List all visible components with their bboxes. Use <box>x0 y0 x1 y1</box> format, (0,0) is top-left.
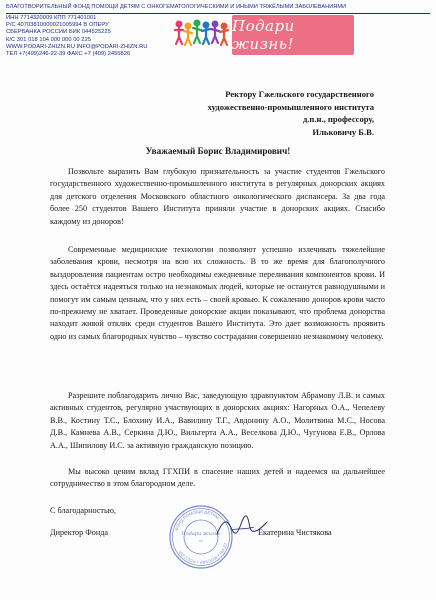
addressee-block <box>208 88 374 138</box>
banner-text: Подари жизнь! <box>232 17 295 53</box>
salutation: Уважаемый Борис Владимирович! <box>145 146 291 156</box>
svg-text:ФОНД ПОМОЩИ ДЕТЯМ: ФОНД ПОМОЩИ ДЕТЯМ <box>173 508 220 532</box>
requisite-line: Р/С 40703810000021005994 В ОПЕРУ <box>6 22 109 29</box>
stamp-text: Подари жизнь <box>181 531 221 537</box>
letterhead-requisites <box>6 15 147 58</box>
addressee-line: д.п.н., профессору, <box>302 114 374 124</box>
closing-position: Директор Фонда <box>50 528 109 537</box>
paragraph-3: Разрешите поблагодарить лично Вас, заведующую здравпунктом Абрамову Л.В. и самых активных студентов, регулярно участвующих в донорских акциях: Нагорных О.А., Чепелеву В.В., Костину Т.С., Блохину И.А., Вавилину Т.Г., Авдонину А.О., Молитвина М.С., Носова Д.В., Камнева А.В., Серкина Д.Ю., Вильгерта А.А., Веселкова Д.Ю., Чугунова Е.В., Орлова А.А., Шипилову И.С. за активную гражданскую позицию. <box>50 391 385 450</box>
closing-name: Екатерина Чистякова <box>258 528 332 537</box>
paragraph-1: Позвольте выразить Вам глубокую признательность за участие студентов Гжельского государственного художественно-промышленного института в регулярных донорских акциях для детского отделения Московского областного онкологического диспансера. За два года более 250 студентов Вашего Института приняли участие в донорских акциях. Спасибо каждому из доноров! <box>50 167 385 226</box>
closing-regards: С благодарностью, <box>50 506 116 515</box>
letterhead-rule <box>6 13 430 14</box>
paragraph-4: Мы высоко ценим вклад ГГХПИ в спасение наших детей и надеемся на дальнейшее сотрудничество в этом благородном деле. <box>50 467 385 489</box>
svg-text:ОГРН • МОСКВА • РОССИЯ: ОГРН • МОСКВА • РОССИЯ <box>177 542 229 566</box>
signature-icon <box>214 512 270 542</box>
addressee-line: Ректору Гжельского государственного <box>225 89 374 99</box>
requisite-line: WWW.PODARI-ZHIZN.RU INFO@PODARI-ZHIZN.RU <box>6 43 148 50</box>
paragraph-2: Современные медицинские технологии позволяют успешно излечивать тяжелейшие заболевания крови, несмотря на всю их сложность. В то же время для благополучного выздоровления пациентам остро необходимы ежедневные переливания компонентов крови. И здесь остаётся надеяться только на незнакомых людей, которые не останутся равнодушными и помогут им самым ценным, что у них есть – своей кровью. К сожалению доноров крови часто по-прежнему не хватает. Проведенные донорские акции показывают, что проблема донорства находит живой отклик среди студентов Вашего Института. Это дает возможность проявить одно из самых благородных чувство – чувство сострадания совершенно незнакомому человеку. <box>50 245 385 341</box>
children-logo-icon <box>174 18 230 48</box>
requisite-line: СБЕРБАНКА РОССИИ БИК 044525225 <box>6 29 111 36</box>
requisite-line: ИНН 7714320009 КПП 771401001 <box>6 15 97 21</box>
requisite-line: ТЕЛ +7(499)246-22-39 ФАКС +7 (499) 2455826 <box>6 51 131 58</box>
letterhead <box>6 2 430 64</box>
addressee-line: Ильковичу Б.В. <box>312 126 374 137</box>
svg-text:•••: ••• <box>199 539 203 543</box>
podari-zhizn-logo <box>232 15 354 55</box>
requisite-line: К/С 301 018 104 000 000 00 225 <box>6 36 91 43</box>
addressee-line: художественно-промышленного института <box>207 101 374 112</box>
letterhead-org-name: БЛАГОТВОРИТЕЛЬНЫЙ ФОНД ПОМОЩИ ДЕТЯМ С ОНКОГЕМАТОЛОГИЧЕСКИМИ И ИНЫМИ ТЯЖЁЛЫМИ ЗАБОЛЕВАНИЯМИ <box>6 4 347 10</box>
